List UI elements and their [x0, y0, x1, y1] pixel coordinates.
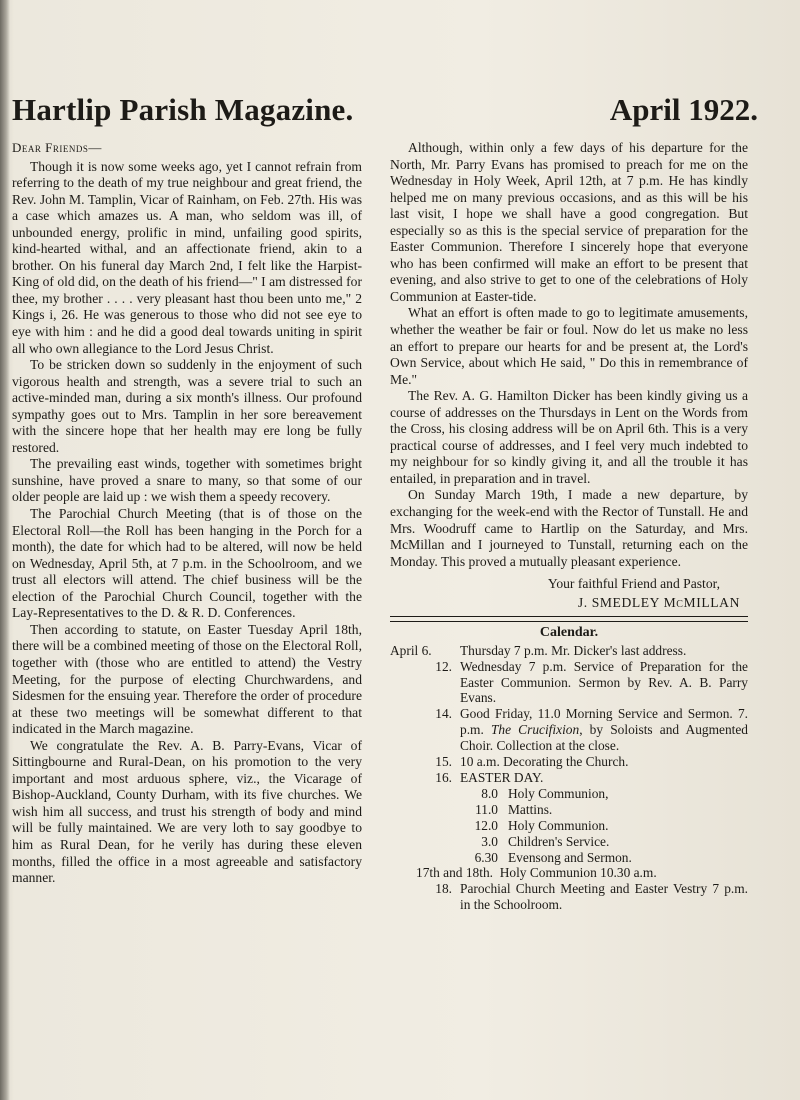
- calendar-date: April 6.: [390, 642, 432, 658]
- magazine-title: Hartlip Parish Magazine.: [12, 92, 354, 127]
- closing-line: Your faithful Friend and Pastor,: [547, 576, 720, 592]
- calendar-text: EASTER DAY.: [460, 770, 544, 786]
- letter-paragraph: To be stricken down so suddenly in the enjoyment of such vigorous health and strength, was a severe trial to such an active-minded man, during a six month's illness. Our profound sympathy goes out to Mrs. Tamplin in her sore bereavement with the sincere hope that her health may ere long be fully restored.: [12, 357, 362, 455]
- service-row: [460, 802, 748, 818]
- service-name: Evensong and Sermon.: [508, 849, 632, 865]
- calendar-title: Calendar.: [539, 625, 599, 641]
- calendar-text: [460, 706, 748, 754]
- calendar-date: 12.: [435, 658, 452, 674]
- service-time: 11.0: [475, 801, 498, 817]
- letter-paragraph: What an effort is often made to go to legitimate amusements, whether the weather be fair or foul. Now do let us make no less an effort to prepare our hearts for and be present at, the Lord's Own Service, about which He said, " Do this in remembrance of Me.": [390, 305, 748, 387]
- service-row: [460, 786, 748, 802]
- calendar-entry: [390, 706, 748, 754]
- page-binding-edge: [0, 0, 10, 1100]
- letter-paragraph: Then according to statute, on Easter Tuesday April 18th, there will be a combined meeting of those on the Electoral Roll, together with (those who are entitled to attend) the Vestry Meeting, for the purpose of electing Churchwardens, and Sidesmen for the ensuing year. Therefore the order of procedure at these two meetings will be somewhat different to that indicated in the March magazine.: [12, 621, 362, 737]
- masthead: [12, 92, 758, 136]
- service-name: Mattins.: [508, 801, 553, 817]
- calendar-text: Holy Communion 10.30 a.m.: [499, 865, 657, 881]
- service-time: 12.0: [474, 817, 498, 833]
- easter-services-row: [390, 786, 748, 866]
- calendar-text: Thursday 7 p.m. Mr. Dicker's last address.: [460, 642, 687, 658]
- letter-paragraph: On Sunday March 19th, I made a new departure, by exchanging for the week-end with the Rector of Tunstall. He and Mrs. Woodruff came to Hartlip on the Saturday, and Mrs. McMillan and I journeyed to Tunstall, returning each on the Monday. This proved a mutually pleasant experience.: [390, 487, 748, 569]
- service-time: 3.0: [481, 833, 498, 849]
- calendar-entry: [390, 865, 748, 881]
- oratorio-title: The Crucifixion: [490, 722, 580, 738]
- calendar-date: 16.: [435, 770, 452, 786]
- calendar-date: 15.: [435, 754, 452, 770]
- issue-date: April 1922.: [609, 92, 758, 127]
- calendar-entry: [390, 881, 748, 913]
- calendar-entry: [390, 770, 748, 786]
- right-column: [390, 140, 748, 913]
- service-row: [460, 818, 748, 834]
- double-rule-divider: [390, 616, 748, 622]
- calendar-text-part: , by Soloists and Augmented Choir. Collection at the close.: [460, 722, 748, 754]
- service-row: [460, 850, 748, 866]
- left-column: [12, 140, 362, 887]
- calendar-entry: [390, 643, 748, 659]
- service-name: Holy Communion.: [508, 817, 609, 833]
- calendar-entry: [390, 754, 748, 770]
- service-name: Holy Communion,: [508, 785, 609, 801]
- letter-paragraph: Although, within only a few days of his departure for the North, Mr. Parry Evans has promised to preach for me on the Wednesday in Holy Week, April 12th, at 7 p.m. He has kindly helped me on many previous occasions, and as this will be his last visit, I hope we shall have a good congregation. But especially so as this is the special service of preparation for the Easter Communion. Therefore I sincerely hope that everyone who has been confirmed will make an effort to be present that evening, and also strive to get to one of the celebrations of Holy Communion at Easter-tide.: [390, 140, 748, 304]
- calendar-text: Wednesday 7 p.m. Service of Preparation for the Easter Communion. Sermon by Rev. A. B. Parry Evans.: [460, 658, 748, 706]
- calendar-text: 10 a.m. Decorating the Church.: [460, 754, 629, 770]
- letter-paragraph: The prevailing east winds, together with sometimes bright sunshine, have proved a snare to many, so that some of our older people are laid up : we wish them a speedy recovery.: [12, 456, 362, 505]
- service-name: Children's Service.: [508, 833, 610, 849]
- letter-paragraph: The Parochial Church Meeting (that is of those on the Electoral Roll—the Roll has been hanging in the Porch for a month), the date for which had to be altered, will now be held on Wednesday, April 5th, at 7 p.m. in the Schoolroom, and we trust all electors will attend. The chief business will be the election of the Parochial Church Council, together with the Lay-Representatives to the D. & R. D. Conferences.: [12, 506, 362, 621]
- service-row: [460, 834, 748, 850]
- letter-paragraph: The Rev. A. G. Hamilton Dicker has been kindly giving us a course of addresses on the Thursdays in Lent on the Words from the Cross, his closing address will be on April 6th. This is a very practical course of addresses, and I feel very much indebted to my neighbour for so kindly giving it, and all the trouble it has entailed, in preparation and in travel.: [390, 388, 748, 486]
- easter-services-list: [460, 786, 748, 866]
- letter-signoff: [390, 574, 748, 612]
- calendar-date: 17th and 18th.: [416, 865, 493, 881]
- calendar-date: 14.: [435, 706, 452, 722]
- letter-paragraph: Though it is now some weeks ago, yet I cannot refrain from referring to the death of my true neighbour and great friend, the Rev. John M. Tamplin, Vicar of Rainham, on Feb. 27th. His was a case which amazes us. A man, who seldom was ill, of unbounded energy, prolific in mind, unfailing good spirits, kind-hearted withal, and an affectionate friend, akin to a brother. On his funeral day March 2nd, I felt like the Harpist-King of old did, on the death of his friend—" I am distressed for thee, my brother . . . . very pleasant hast thou been unto me," 2 Kings i, 26. He was generous to those who did not see eye to eye with him : and he did a good deal towards uniting in spirit all who own allegiance to the Lord Jesus Christ.: [12, 158, 362, 356]
- calendar-text: Parochial Church Meeting and Easter Vestry 7 p.m. in the Schoolroom.: [460, 881, 748, 913]
- salutation: Dear Friends—: [12, 140, 102, 155]
- calendar-text-part: Good Friday, 11.0 Morning Service and Sermon. 7. p.m.: [460, 706, 748, 738]
- calendar-entry: [390, 659, 748, 707]
- calendar-date: 18.: [435, 881, 452, 897]
- signature: J. SMEDLEY McMILLAN: [577, 595, 740, 611]
- letter-paragraph: We congratulate the Rev. A. B. Parry-Evans, Vicar of Sittingbourne and Rural-Dean, on his promotion to the very important and most arduous sphere, viz., the Vicarage of Bishop-Auckland, County Durham, with its five churches. We wish him all success, and trust his strength of body and mind will be fully maintained. We are very loth to say goodbye to him as Rural Dean, for he verily has during these eleven months, filled the office in a most agreeable and satisfactory manner.: [12, 737, 362, 886]
- service-time: 6.30: [474, 849, 498, 865]
- service-time: 8.0: [481, 785, 498, 801]
- calendar-table: [390, 643, 748, 913]
